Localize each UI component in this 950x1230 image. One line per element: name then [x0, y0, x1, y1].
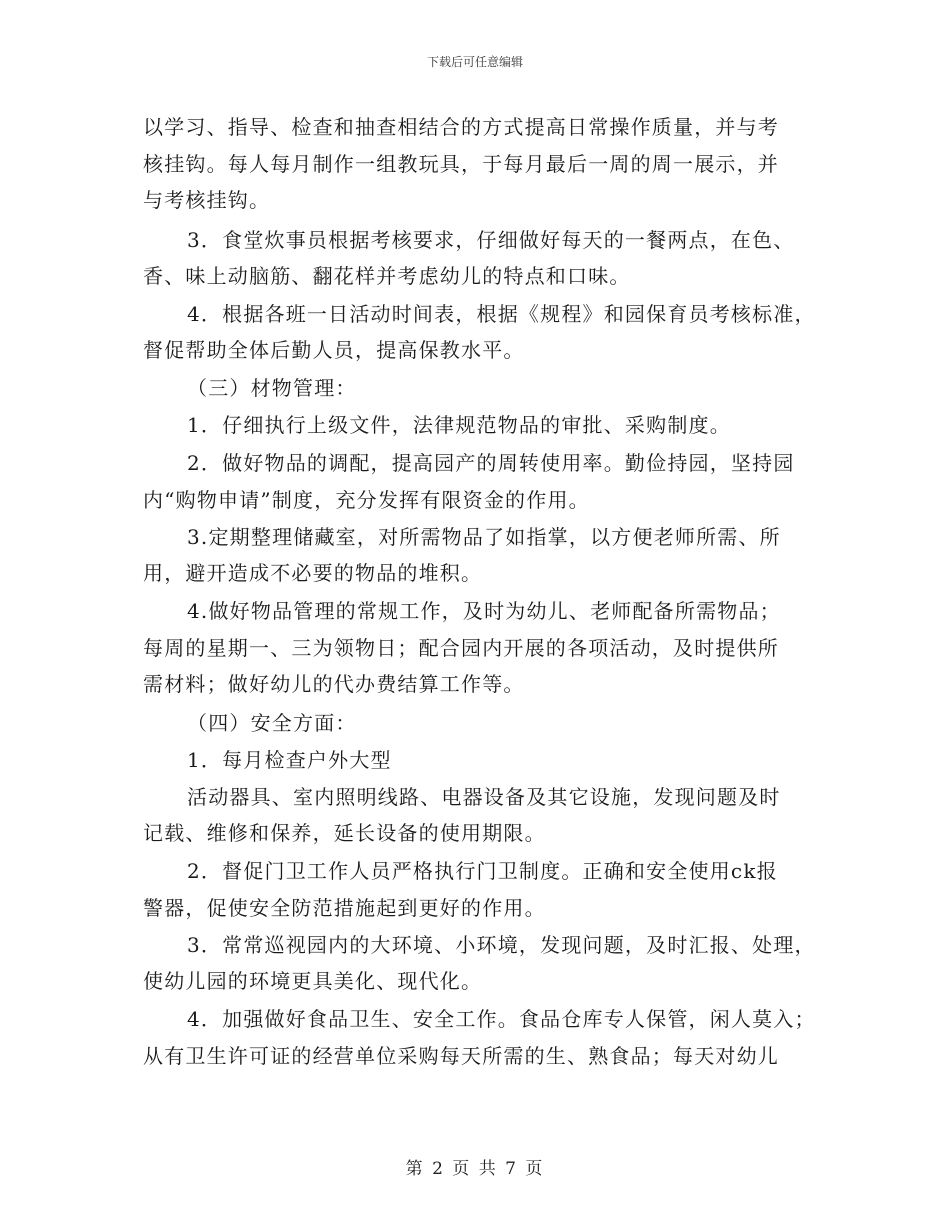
body-line: 内“购物申请”制度，充分发挥有限资金的作用。 — [143, 488, 590, 512]
body-line: 3．常常巡视园内的大环境、小环境，发现问题，及时汇报、处理， — [187, 933, 816, 957]
body-line: 督促帮助全体后勤人员，提高保教水平。 — [143, 338, 525, 362]
body-line: 记载、维修和保养，延长设备的使用期限。 — [143, 821, 546, 845]
body-line: 1．每月检查户外大型 — [187, 748, 392, 772]
body-line: 核挂钩。每人每月制作一组教玩具，于每月最后一周的周一展示，并 — [143, 152, 779, 176]
body-line: 与考核挂钩。 — [143, 188, 271, 212]
body-line: 需材料；做好幼儿的代办费结算工作等。 — [143, 672, 525, 696]
section-heading: （三）材物管理： — [187, 376, 357, 400]
body-line: 每周的星期一、三为领物日；配合园内开展的各项活动，及时提供所 — [143, 636, 779, 660]
body-line: 警器，促使安全防范措施起到更好的作用。 — [143, 896, 546, 920]
body-line: 2．督促门卫工作人员严格执行门卫制度。正确和安全使用ck报 — [187, 859, 778, 883]
body-line: 1．仔细执行上级文件，法律规范物品的审批、采购制度。 — [187, 413, 731, 437]
body-line: 4．加强做好食品卫生、安全工作。食品仓库专人保管，闲人莫入； — [187, 1007, 816, 1031]
body-line: 2．做好物品的调配，提高园产的周转使用率。勤俭持园，坚持园 — [187, 451, 795, 475]
section-heading: （四）安全方面： — [187, 711, 357, 735]
body-line: 活动器具、室内照明线路、电器设备及其它设施，发现问题及时 — [187, 785, 781, 809]
body-line: 使幼儿园的环境更具美化、现代化。 — [143, 969, 483, 993]
page-number-footer: 第 2 页 共 7 页 — [405, 1159, 545, 1179]
body-line: 从有卫生许可证的经营单位采购每天所需的生、熟食品；每天对幼儿 — [143, 1044, 779, 1068]
body-line: 4．根据各班一日活动时间表，根据《规程》和园保育员考核标准， — [187, 302, 816, 326]
body-line: 3．食堂炊事员根据考核要求，仔细做好每天的一餐两点，在色、 — [187, 228, 795, 252]
body-line: 4.做好物品管理的常规工作，及时为幼儿、老师配备所需物品； — [187, 599, 781, 623]
body-line: 以学习、指导、检查和抽查相结合的方式提高日常操作质量，并与考 — [143, 115, 779, 139]
body-line: 香、味上动脑筋、翻花样并考虑幼儿的特点和口味。 — [143, 264, 631, 288]
body-line: 3.定期整理储藏室，对所需物品了如指掌，以方便老师所需、所 — [187, 525, 781, 549]
body-line: 用，避开造成不必要的物品的堆积。 — [143, 561, 483, 585]
page-header: 下载后可任意编辑 — [426, 55, 523, 69]
